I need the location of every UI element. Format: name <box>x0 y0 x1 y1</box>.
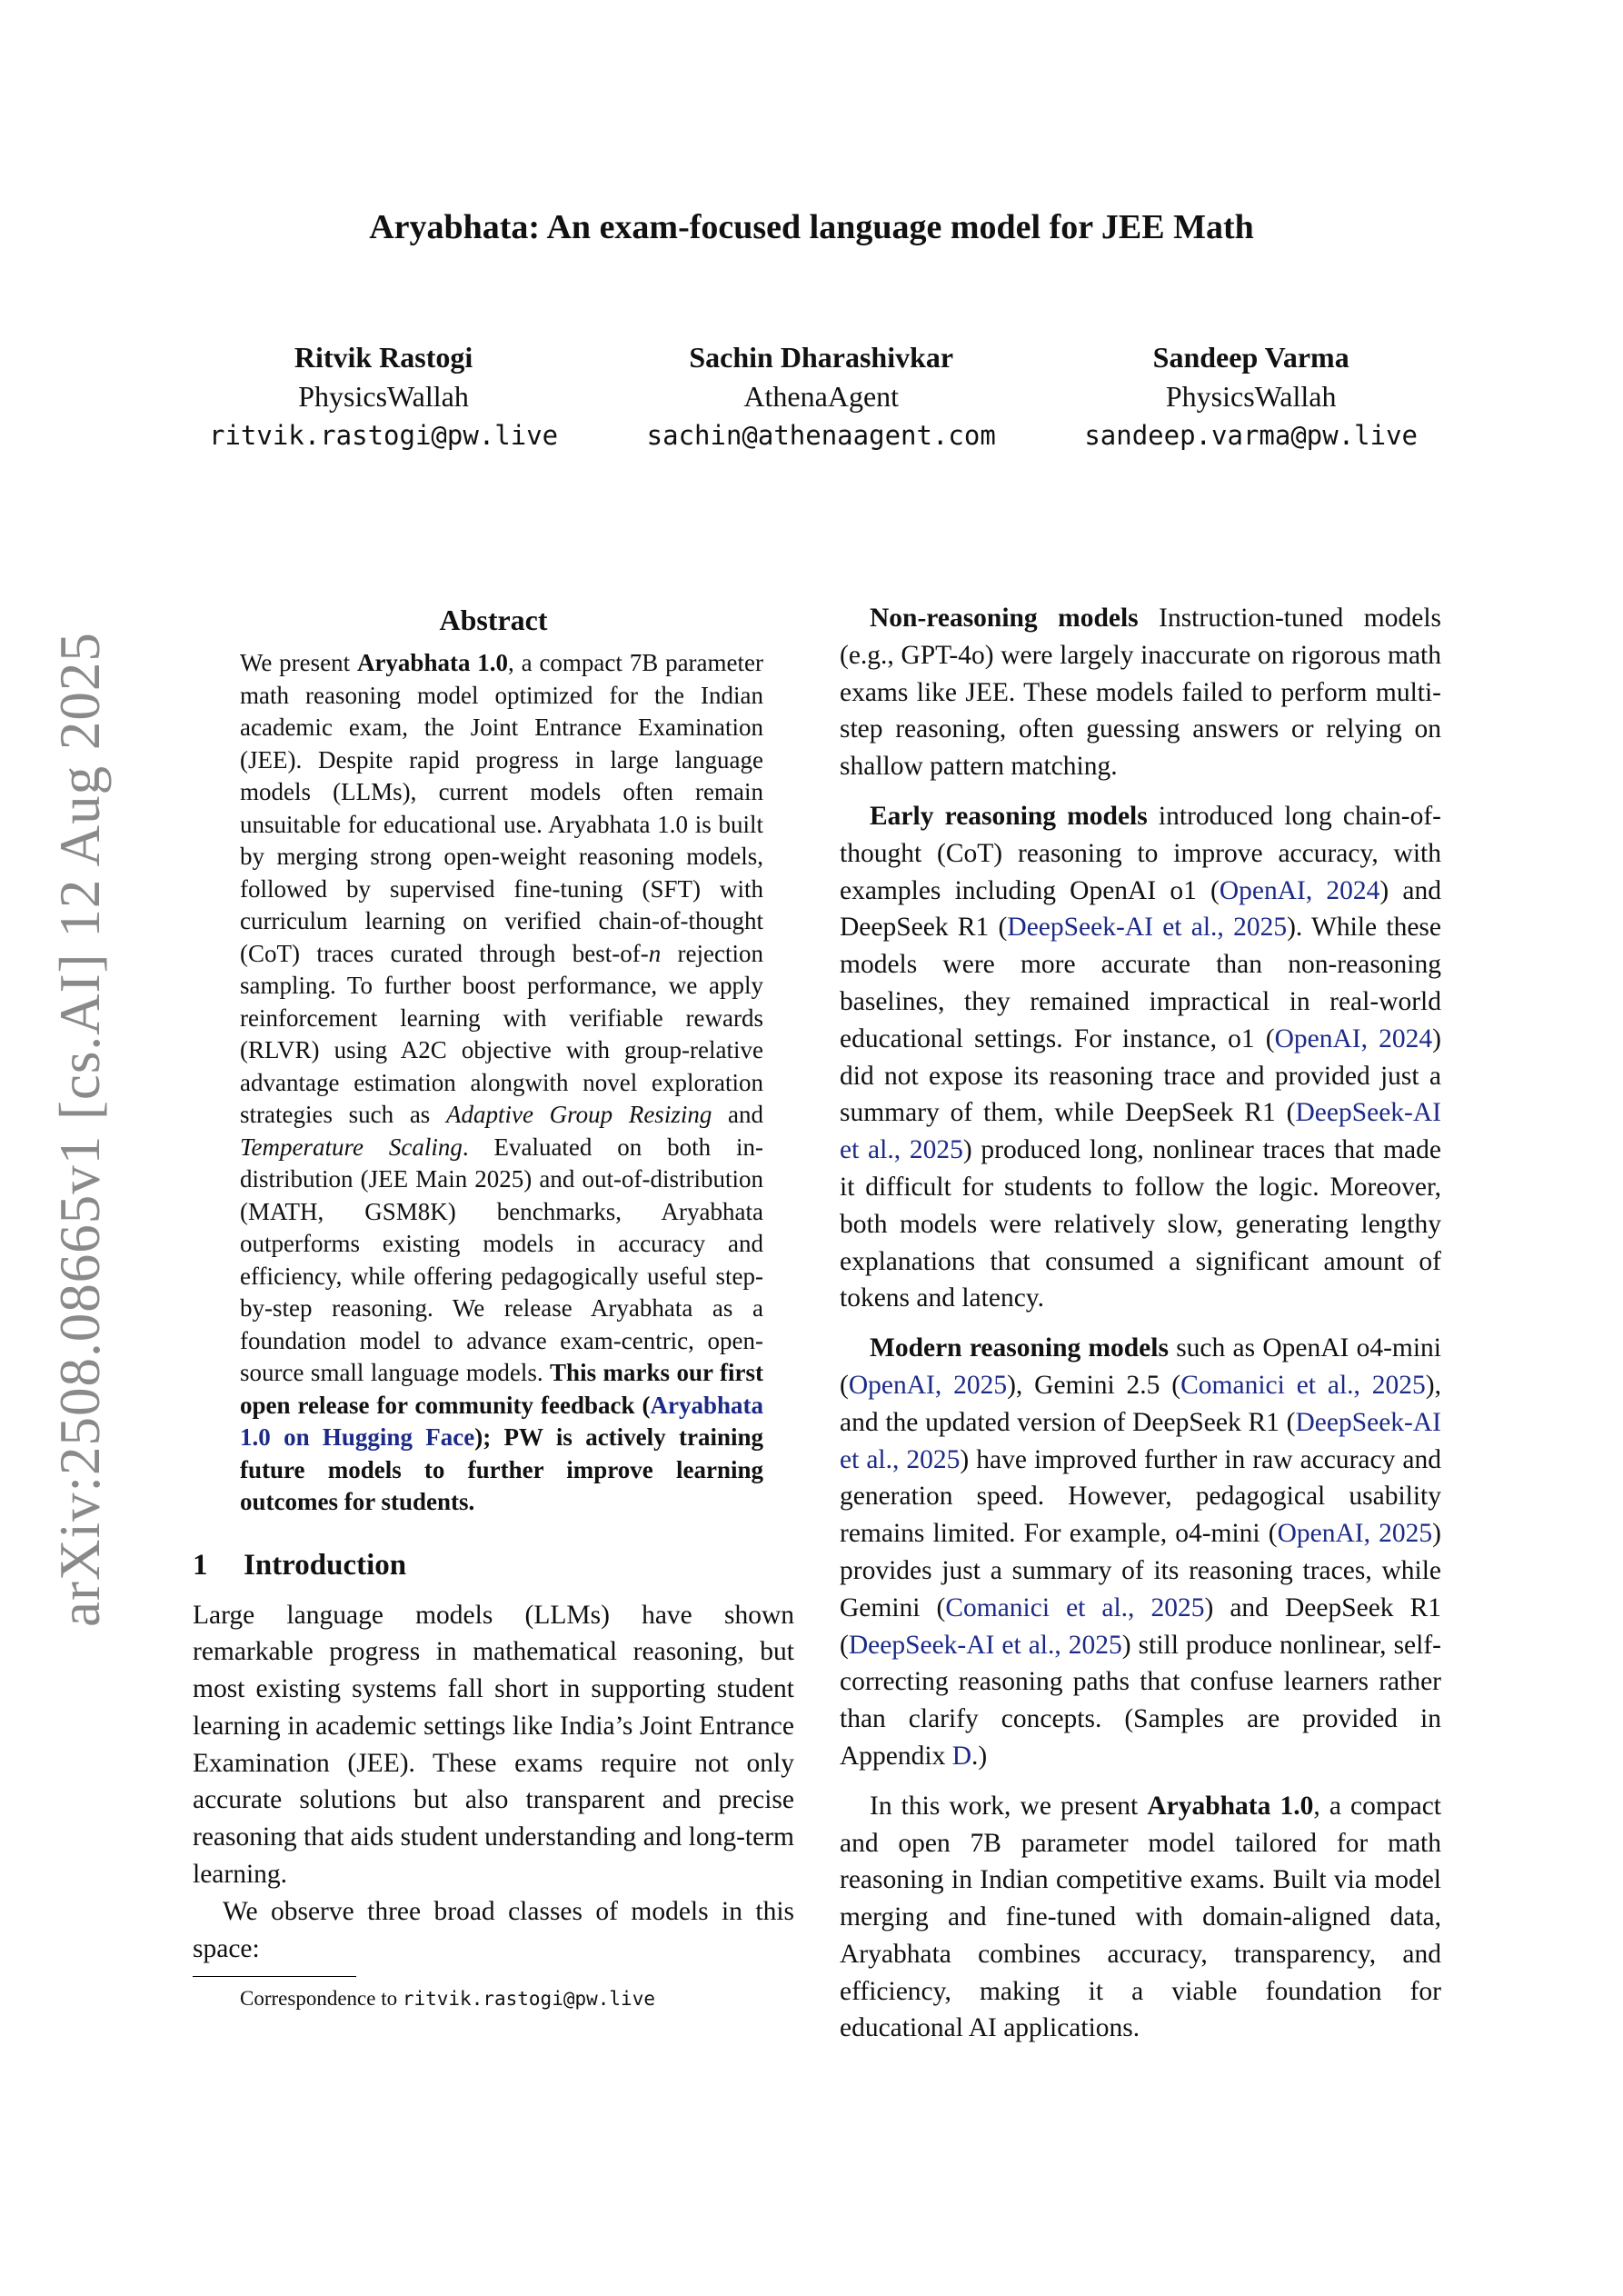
citation-link[interactable]: DeepSeek-AI et al., 2025 <box>840 1098 1441 1165</box>
hugging-face-link[interactable]: Aryabhata 1.0 on Hugging Face <box>240 1391 763 1451</box>
author-email: sandeep.varma@pw.live <box>1084 420 1418 451</box>
author-name: Ritvik Rastogi <box>294 341 473 374</box>
author-email: sachin@athenaagent.com <box>646 420 996 451</box>
left-column <box>193 600 794 2013</box>
author-affiliation: AthenaAgent <box>743 380 900 413</box>
paper-title: Aryabhata: An exam-focused language model for JEE Math <box>369 208 1254 246</box>
section-heading-introduction: 1 Introduction <box>193 1548 407 1582</box>
author-block <box>209 338 1418 455</box>
citation-link[interactable]: OpenAI, 2024 <box>1274 1023 1433 1053</box>
paragraph-non-reasoning: Non-reasoning models Instruction-tuned models (e.g., GPT-4o) were largely inaccurate on rigorous math exams like JEE. These models failed to perform multi-step reasoning, often guessing answers or relying on shallow pattern matching. <box>840 604 1441 782</box>
citation-link[interactable]: Comanici et al., 2025 <box>1180 1370 1426 1400</box>
citation-link[interactable]: OpenAI, 2025 <box>848 1370 1008 1400</box>
footnote: Correspondence to ritvik.rastogi@pw.live <box>240 1987 655 2011</box>
paragraph-modern-reasoning: Modern reasoning models such as OpenAI o4-mini (OpenAI, 2025), Gemini 2.5 (Comanici et al., 2025), and the updated version of DeepSeek R1 (DeepSeek-AI et al., 2025) have improved further in raw accuracy and generation speed. However, pedagogical usability remains limited. For example, o4-mini (OpenAI, 2025) provides just a summary of its reasoning traces, while Gemini (Comanici et al., 2025) and DeepSeek R1 (DeepSeek-AI et al., 2025) still produce nonlinear, self-correcting reasoning paths that confuse learners rather than clarify concepts. (Samples are provided in Appendix D.) <box>840 1333 1441 1771</box>
citation-link[interactable]: DeepSeek-AI et al., 2025 <box>840 1407 1441 1474</box>
intro-paragraph-1: Large language models (LLMs) have shown remarkable progress in mathematical reasoning, but most existing systems fall short in supporting student learning in academic settings like India’s Joint Entrance Examination (JEE). These exams require not only accurate solutions but also transparent and precise reasoning that aids student understanding and long-term learning. <box>193 1600 794 1890</box>
author-1 <box>209 338 558 455</box>
author-affiliation: PhysicsWallah <box>1165 380 1337 413</box>
author-email: ritvik.rastogi@pw.live <box>209 420 559 451</box>
abstract-text: We present Aryabhata 1.0, a compact 7B parameter math reasoning model optimized for the Indian academic exam, the Joint Entrance Examination (JEE). Despite rapid progress in large language models (LLMs), current models often remain unsuitable for educational use. Aryabhata 1.0 is built by merging strong open-weight reasoning models, followed by supervised fine-tuning (SFT) with curriculum learning on verified chain-of-thought (CoT) traces curated through best-of-n rejection sampling. To further boost performance, we apply reinforcement learning with verifiable rewards (RLVR) using A2C objective with group-relative advantage estimation alongwith novel exploration strategies such as Adaptive Group Resizing and Temperature Scaling. Evaluated on both in-distribution (JEE Main 2025) and out-of-distribution (MATH, GSM8K) benchmarks, Aryabhata outperforms existing models in accuracy and efficiency, while offering pedagogically useful step-by-step reasoning. We release Aryabhata as a foundation model to advance exam-centric, open-source small language models. This marks our first open release for community feedback (Aryabhata 1.0 on Hugging Face); PW is actively training future models to further improve learning outcomes for students. <box>240 649 763 1515</box>
citation-link[interactable]: Comanici et al., 2025 <box>945 1592 1205 1622</box>
appendix-link[interactable]: D <box>951 1741 972 1771</box>
author-2 <box>647 338 996 455</box>
abstract-heading: Abstract <box>439 604 548 636</box>
author-affiliation: PhysicsWallah <box>298 380 469 413</box>
citation-link[interactable]: DeepSeek-AI et al., 2025 <box>848 1630 1122 1660</box>
citation-link[interactable]: OpenAI, 2024 <box>1219 875 1380 905</box>
intro-paragraph-2: We observe three broad classes of models in this space: <box>193 1896 794 1963</box>
paragraph-early-reasoning: Early reasoning models introduced long chain-of-thought (CoT) reasoning to improve accuracy, with examples including OpenAI o1 (OpenAI, 2024) and DeepSeek R1 (DeepSeek-AI et al., 2025). While these models were more accurate than non-reasoning baselines, they remained impractical in real-world educational settings. For instance, o1 (OpenAI, 2024) did not expose its reasoning trace and provided just a summary of them, while DeepSeek R1 (DeepSeek-AI et al., 2025) produced long, nonlinear traces that made it difficult for students to follow the logic. Moreover, both models were relatively slow, generating lengthy explanations that consumed a significant amount of tokens and latency. <box>840 801 1442 1313</box>
citation-link[interactable]: OpenAI, 2025 <box>1277 1519 1433 1549</box>
arxiv-identifier: arXiv:2508.08665v1 [cs.AI] 12 Aug 2025 <box>48 632 112 1627</box>
citation-link[interactable]: DeepSeek-AI et al., 2025 <box>1007 913 1288 943</box>
author-name: Sachin Dharashivkar <box>689 341 954 374</box>
right-column <box>840 600 1441 2060</box>
footnote-rule <box>193 1976 356 1977</box>
author-3 <box>1084 338 1418 455</box>
paragraph-this-work: In this work, we present Aryabhata 1.0, a compact and open 7B parameter model tailored for math reasoning in Indian competitive exams. Built via model merging and fine-tuned with domain-aligned data, Aryabhata combines accuracy, transparency, and efficiency, making it a viable foundation for educational AI applications. <box>840 1791 1441 2043</box>
author-name: Sandeep Varma <box>1152 341 1349 374</box>
